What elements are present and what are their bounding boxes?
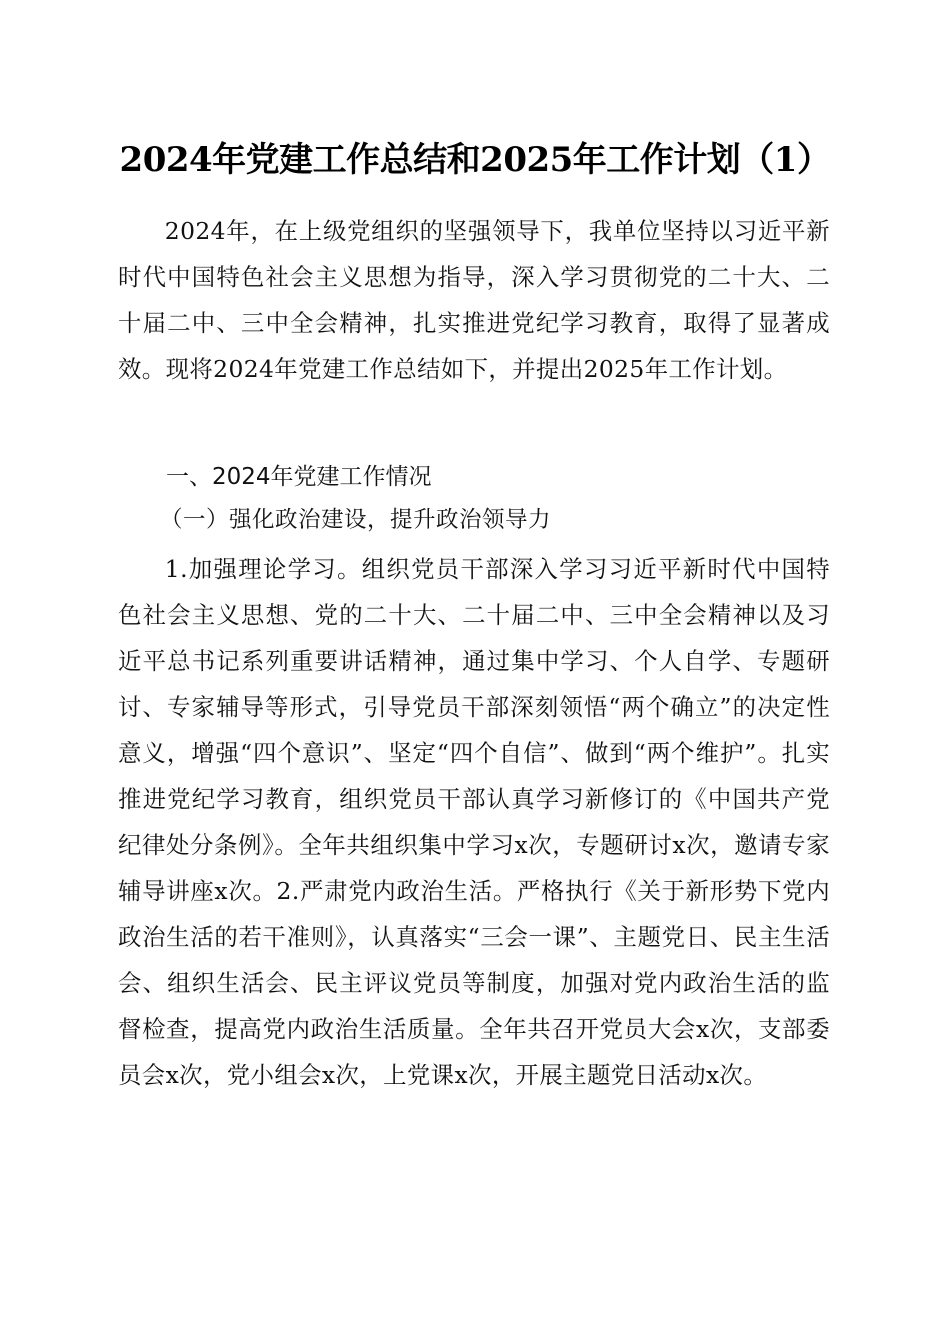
- section-heading: 一、2024年党建工作情况: [166, 464, 432, 490]
- intro-paragraph: 2024年，在上级党组织的坚强领导下，我单位坚持以习近平新时代中国特色社会主义思想为指导，深入学习贯彻党的二十大、二十届二中、三中全会精神，扎实推进党纪学习教育，取得了显著成效。现将2024年党建工作总结如下，并提出2025年工作计划。: [118, 217, 830, 383]
- subsection-heading: （一）强化政治建设，提升政治领导力: [160, 507, 552, 533]
- section-body: [118, 546, 830, 1098]
- document-title: 2024年党建工作总结和2025年工作计划（1）: [119, 140, 831, 180]
- intro-section: [118, 208, 830, 392]
- section-paragraph: 1.加强理论学习。组织党员干部深入学习习近平新时代中国特色社会主义思想、党的二十大、二十届二中、三中全会精神以及习近平总书记系列重要讲话精神，通过集中学习、个人自学、专题研讨、专家辅导等形式，引导党员干部深刻领悟“两个确立”的决定性意义，增强“四个意识”、坚定“四个自信”、做到“两个维护”。扎实推进党纪学习教育，组织党员干部认真学习新修订的《中国共产党纪律处分条例》。全年共组织集中学习x次，专题研讨x次，邀请专家辅导讲座x次。2.严肃党内政治生活。严格执行《关于新形势下党内政治生活的若干准则》，认真落实“三会一课”、主题党日、民主生活会、组织生活会、民主评议党员等制度，加强对党内政治生活的监督检查，提高党内政治生活质量。全年共召开党员大会x次，支部委员会x次，党小组会x次，上党课x次，开展主题党日活动x次。: [118, 555, 830, 1089]
